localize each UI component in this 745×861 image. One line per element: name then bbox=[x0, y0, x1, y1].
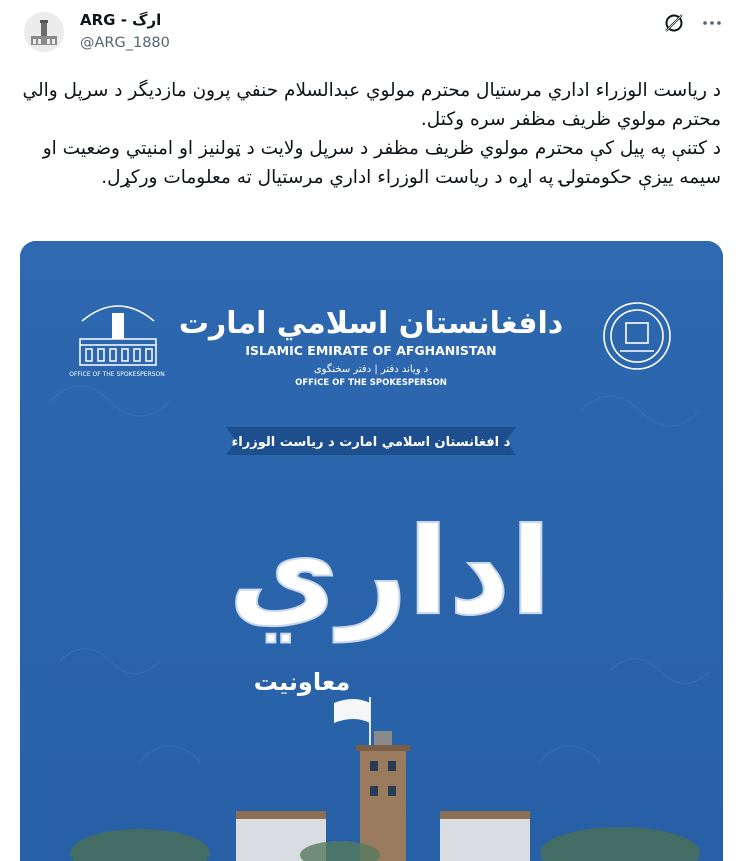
title-banner bbox=[226, 427, 516, 455]
post-paragraph-1: د رياست الوزراء اداري مرستيال محترم مولوي عبدالسلام حنفي پرون مازديگر د سرپل والي محترم مولوي ظريف مظفر سره وکتل. bbox=[22, 80, 721, 130]
post-top-actions bbox=[661, 10, 725, 36]
more-dots-icon[interactable] bbox=[699, 10, 725, 36]
header-english: ISLAMIC EMIRATE OF AFGHANISTAN bbox=[245, 343, 497, 358]
left-logo-caption: OFFICE OF THE SPOKESPERSON bbox=[69, 371, 165, 378]
media-graphic bbox=[20, 241, 723, 861]
office-pashto: د ویاند دفتر | دفتر سخنگوی bbox=[313, 364, 429, 375]
author-name[interactable]: ARG - ارگ bbox=[80, 11, 162, 29]
post-media-image[interactable] bbox=[20, 241, 723, 861]
author-avatar[interactable] bbox=[24, 12, 64, 52]
author-handle[interactable]: @ARG_1880 bbox=[80, 35, 170, 51]
title-small: معاونيت bbox=[253, 668, 351, 696]
office-english: OFFICE OF THE SPOKESPERSON bbox=[295, 378, 447, 388]
title-large: اداري bbox=[228, 503, 552, 642]
clock-tower bbox=[356, 731, 410, 861]
arg-palace-avatar-icon bbox=[24, 12, 64, 52]
post-header bbox=[24, 10, 725, 58]
banner-text: د افغانستان اسلامي امارت د رياست الوزراء bbox=[231, 435, 511, 450]
header-pashto: دافغانستان اسلامي امارت bbox=[178, 306, 564, 341]
grok-icon[interactable] bbox=[661, 10, 687, 36]
post-text bbox=[20, 76, 721, 192]
post-paragraph-2: د کتنې په پیل کې محترم مولوي ظریف مظفر د سرپل ولایت د ټولنیز او امنیتي وضعیت او سیمه ییزې حکومتولۍ په اړه د ریاست الوزراء اداري مرستیال ته معلومات ورکړل. bbox=[42, 138, 721, 188]
